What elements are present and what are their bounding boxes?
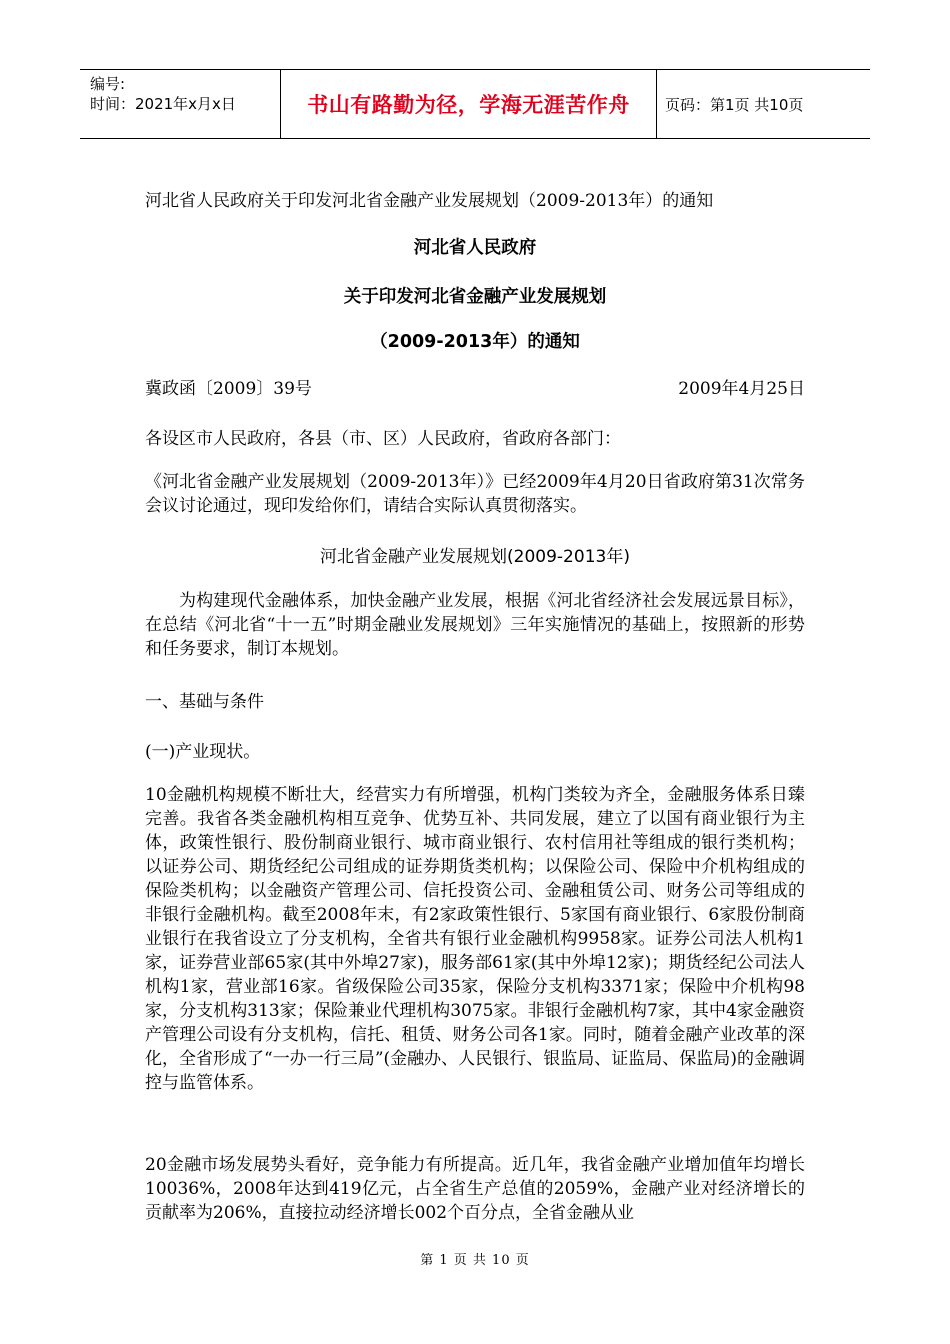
heading-period: （2009-2013年）的通知 bbox=[370, 332, 580, 352]
intro-paragraph: 为构建现代金融体系，加快金融产业发展，根据《河北省经济社会发展远景目标》，在总结《河北省“十一五”时期金融业发展规划》三年实施情况的基础上，按照新的形势和任务要求，制订本规划。 bbox=[145, 591, 805, 659]
plan-title: 河北省金融产业发展规划(2009-2013年) bbox=[320, 547, 630, 567]
header-motto: 书山有路勤为径，学海无涯苦作舟 bbox=[280, 70, 657, 138]
header-table bbox=[80, 69, 870, 139]
document-top-title: 河北省人民政府关于印发河北省金融产业发展规划（2009-2013年）的通知 bbox=[145, 191, 714, 211]
section-heading-1: 一、基础与条件 bbox=[145, 692, 264, 712]
reference-number: 冀政函〔2009〕39号 bbox=[145, 379, 312, 399]
body-paragraph-1: 10金融机构规模不断壮大，经营实力有所增强，机构门类较为齐全，金融服务体系日臻完善。我省各类金融机构相互竞争、优势互补、共同发展，建立了以国有商业银行为主体，政策性银行、股份制商业银行、城市商业银行、农村信用社等组成的银行类机构；以证券公司、期货经纪公司组成的证券期货类机构；以保险公司、保险中介机构组成的保险类机构；以金融资产管理公司、信托投资公司、金融租赁公司、财务公司等组成的非银行金融机构。截至2008年末，有2家政策性银行、5家国有商业银行、6家股份制商业银行在我省设立了分支机构，全省共有银行业金融机构9958家。证券公司法人机构1家，证券营业部65家(其中外埠27家)，服务部61家(其中外埠12家)；期货经纪公司法人机构1家，营业部16家。省级保险公司35家，保险分支机构3371家；保险中介机构98家，分支机构313家；保险兼业代理机构3075家。非银行金融机构7家，其中4家金融资产管理公司设有分支机构，信托、租赁、财务公司各1家。同时，随着金融产业改革的深化，全省形成了“一办一行三局”(金融办、人民银行、银监局、证监局、保监局)的金融调控与监管体系。 bbox=[145, 785, 805, 1093]
header-meta bbox=[80, 70, 280, 138]
number-label: 编号: bbox=[90, 75, 126, 93]
time-label: 时间：2021年x月x日 bbox=[90, 95, 236, 113]
heading-issuer: 河北省人民政府 bbox=[413, 238, 537, 258]
reference-date: 2009年4月25日 bbox=[678, 379, 805, 399]
header-page-info bbox=[657, 70, 870, 138]
page-info-text: 页码：第1页 共10页 bbox=[665, 95, 804, 114]
body-paragraph-2: 20金融市场发展势头看好，竞争能力有所提高。近几年，我省金融产业增加值年均增长10036%，2008年达到419亿元，占全省生产总值的2059%，金融产业对经济增长的贡献率为206%，直接拉动经济增长002个百分点，全省金融从业 bbox=[145, 1155, 805, 1223]
heading-subject: 关于印发河北省金融产业发展规划 bbox=[343, 287, 607, 307]
notice-body: 《河北省金融产业发展规划（2009-2013年）》已经2009年4月20日省政府第31次常务会议讨论通过，现印发给你们，请结合实际认真贯彻落实。 bbox=[145, 472, 805, 516]
page-footer: 第 1 页 共 10 页 bbox=[420, 1253, 530, 1268]
reference-row bbox=[145, 374, 805, 399]
salutation: 各设区市人民政府，各县（市、区）人民政府，省政府各部门： bbox=[145, 429, 621, 449]
subsection-heading-1: (一)产业现状。 bbox=[145, 742, 261, 762]
